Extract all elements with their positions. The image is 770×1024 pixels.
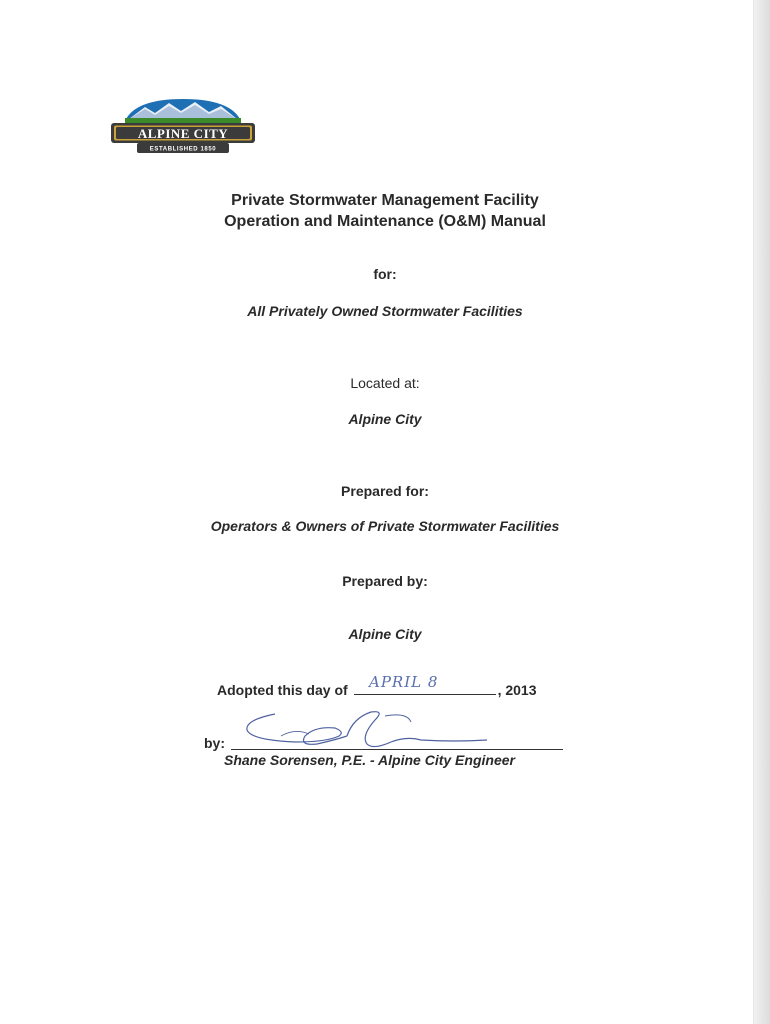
located-value: Alpine City [348,411,422,427]
logo-established: ESTABLISHED 1850 [149,146,217,153]
for-value: All Privately Owned Stormwater Facilities [247,303,523,319]
handwritten-date: APRIL 8 [369,673,439,691]
for-label: for: [373,266,397,282]
prepared-by-label: Prepared by: [342,573,428,589]
signer-name: Shane Sorensen, P.E. - Alpine City Engineer [224,752,515,768]
title-line-2: Operation and Maintenance (O&M) Manual [224,213,546,230]
adoption-suffix: , 2013 [497,682,537,698]
page-edge-shadow [753,0,770,1024]
handwritten-signature [235,706,495,756]
logo-graphic [107,95,259,157]
adoption-prefix: Adopted this day of [217,682,348,698]
alpine-city-logo [107,95,259,157]
located-label: Located at: [350,375,420,391]
prepared-by-value: Alpine City [348,626,422,642]
logo-name: ALPINE CITY [137,126,229,141]
by-label: by: [204,735,225,751]
prepared-for-label: Prepared for: [341,483,429,499]
title-line-1: Private Stormwater Management Facility [231,192,539,209]
prepared-for-value: Operators & Owners of Private Stormwater Facilities [210,518,560,534]
